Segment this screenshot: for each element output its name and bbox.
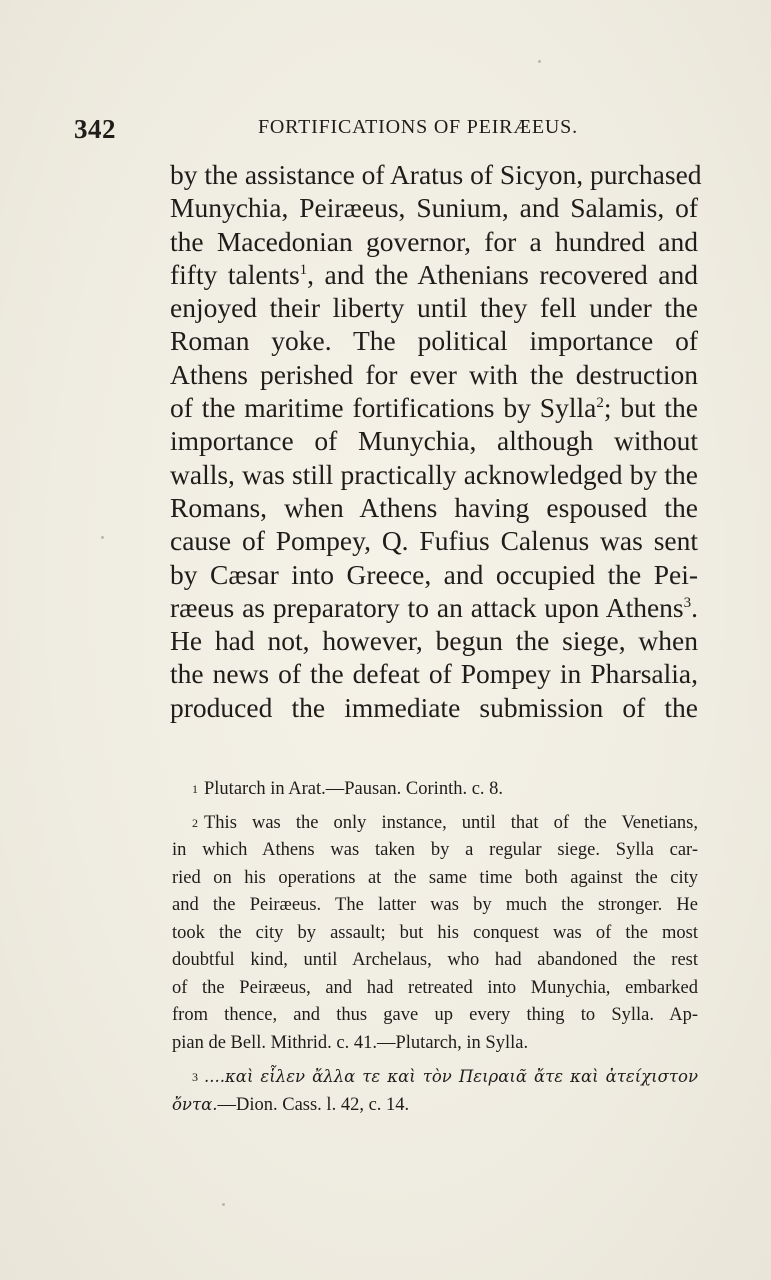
page-header: [0, 112, 771, 146]
page-number: 342: [74, 114, 116, 144]
text-line: the news of the defeat of Pompey in Pharsalia,: [170, 658, 698, 690]
text-fragment: ræeus as preparatory to an attack upon Athens: [170, 591, 684, 623]
footnote-2-line: doubtful kind, until Archelaus, who had abandoned the rest: [172, 950, 698, 970]
footnote-2-line: from thence, and thus gave up every thing to Sylla. Ap-: [172, 1005, 698, 1025]
text-fragment: fifty talents: [170, 258, 300, 290]
greek-quotation: ὄντα.: [172, 1094, 218, 1114]
text-line: cause of Pompey, Q. Fufius Calenus was sent: [170, 525, 698, 557]
text-line: produced the immediate submission of the: [170, 691, 698, 723]
text-line: [170, 591, 698, 624]
paper-speck: [222, 1203, 225, 1206]
greek-quotation: ....καὶ εἷλεν ἄλλα τε καὶ τὸν Πειραιᾶ ἄτε καὶ ἀτείχιστον: [204, 1067, 698, 1086]
footnote-ref-2: 2: [596, 395, 604, 412]
footnote-marker: 1: [192, 782, 198, 796]
paper-speck: [101, 536, 104, 539]
text-line: [170, 258, 698, 291]
footnote-2-line: and the Peiræeus. The latter was by much the stronger. He: [172, 895, 698, 915]
footnote-ref-3: 3: [683, 594, 692, 611]
text-fragment: of the maritime fortifications by Sylla: [170, 392, 597, 424]
footnote-ref-1: 1: [299, 261, 308, 278]
footnote-2-line: took the city by assault; but his conquest was of the most: [172, 922, 698, 943]
footnote-marker: 2: [192, 815, 198, 830]
text-line: He had not, however, begun the siege, when: [170, 625, 698, 657]
text-line: the Macedonian governor, for a hundred and: [170, 225, 698, 257]
footnote-2-line: pian de Bell. Mithrid. c. 41.—Plutarch, in Sylla.: [172, 1032, 529, 1053]
footnote-2-line: [172, 810, 698, 838]
main-text: [170, 158, 702, 724]
paper-speck: [538, 60, 541, 63]
footnote-citation: —Dion. Cass. l. 42, c. 14.: [217, 1094, 410, 1115]
footnote-3-line: [172, 1091, 698, 1119]
text-line: by Cæsar into Greece, and occupied the Pei-: [170, 558, 698, 590]
text-line: importance of Munychia, although without: [170, 425, 698, 457]
text-fragment: .: [691, 591, 698, 623]
text-line: Athens perished for ever with the destruction: [170, 358, 698, 390]
text-line: Romans, when Athens having espoused the: [170, 491, 698, 523]
footnote-2-line: of the Peiræeus, and had retreated into Munychia, embarked: [172, 977, 698, 998]
text-line: by the assistance of Aratus of Sicyon, purchased: [170, 159, 702, 190]
footnote-text: Plutarch in Arat.—Pausan. Corinth. c. 8.: [204, 779, 504, 799]
footnotes: [172, 776, 698, 1118]
text-line: walls, was still practically acknowledged by the: [170, 458, 698, 490]
footnote-2-line: in which Athens was taken by a regular siege. Sylla car-: [172, 840, 698, 860]
running-title: FORTIFICATIONS OF PEIRÆEUS.: [258, 116, 578, 138]
text-line: enjoyed their liberty until they fell under the: [170, 292, 698, 324]
text-fragment: ; but the: [603, 392, 698, 424]
footnote-marker: 3: [192, 1070, 198, 1084]
text-line: Roman yoke. The political importance of: [170, 325, 698, 357]
text-line: Munychia, Peiræeus, Sunium, and Salamis, of: [170, 192, 698, 224]
text-line: [170, 391, 698, 424]
footnote-text: This was the only instance, until that of the Venetians,: [204, 812, 698, 833]
footnote-3-line: [172, 1063, 698, 1091]
footnote-2-line: ried on his operations at the same time both against the city: [172, 867, 698, 888]
text-fragment: , and the Athenians recovered and: [307, 258, 698, 290]
footnote-1: [172, 776, 698, 804]
